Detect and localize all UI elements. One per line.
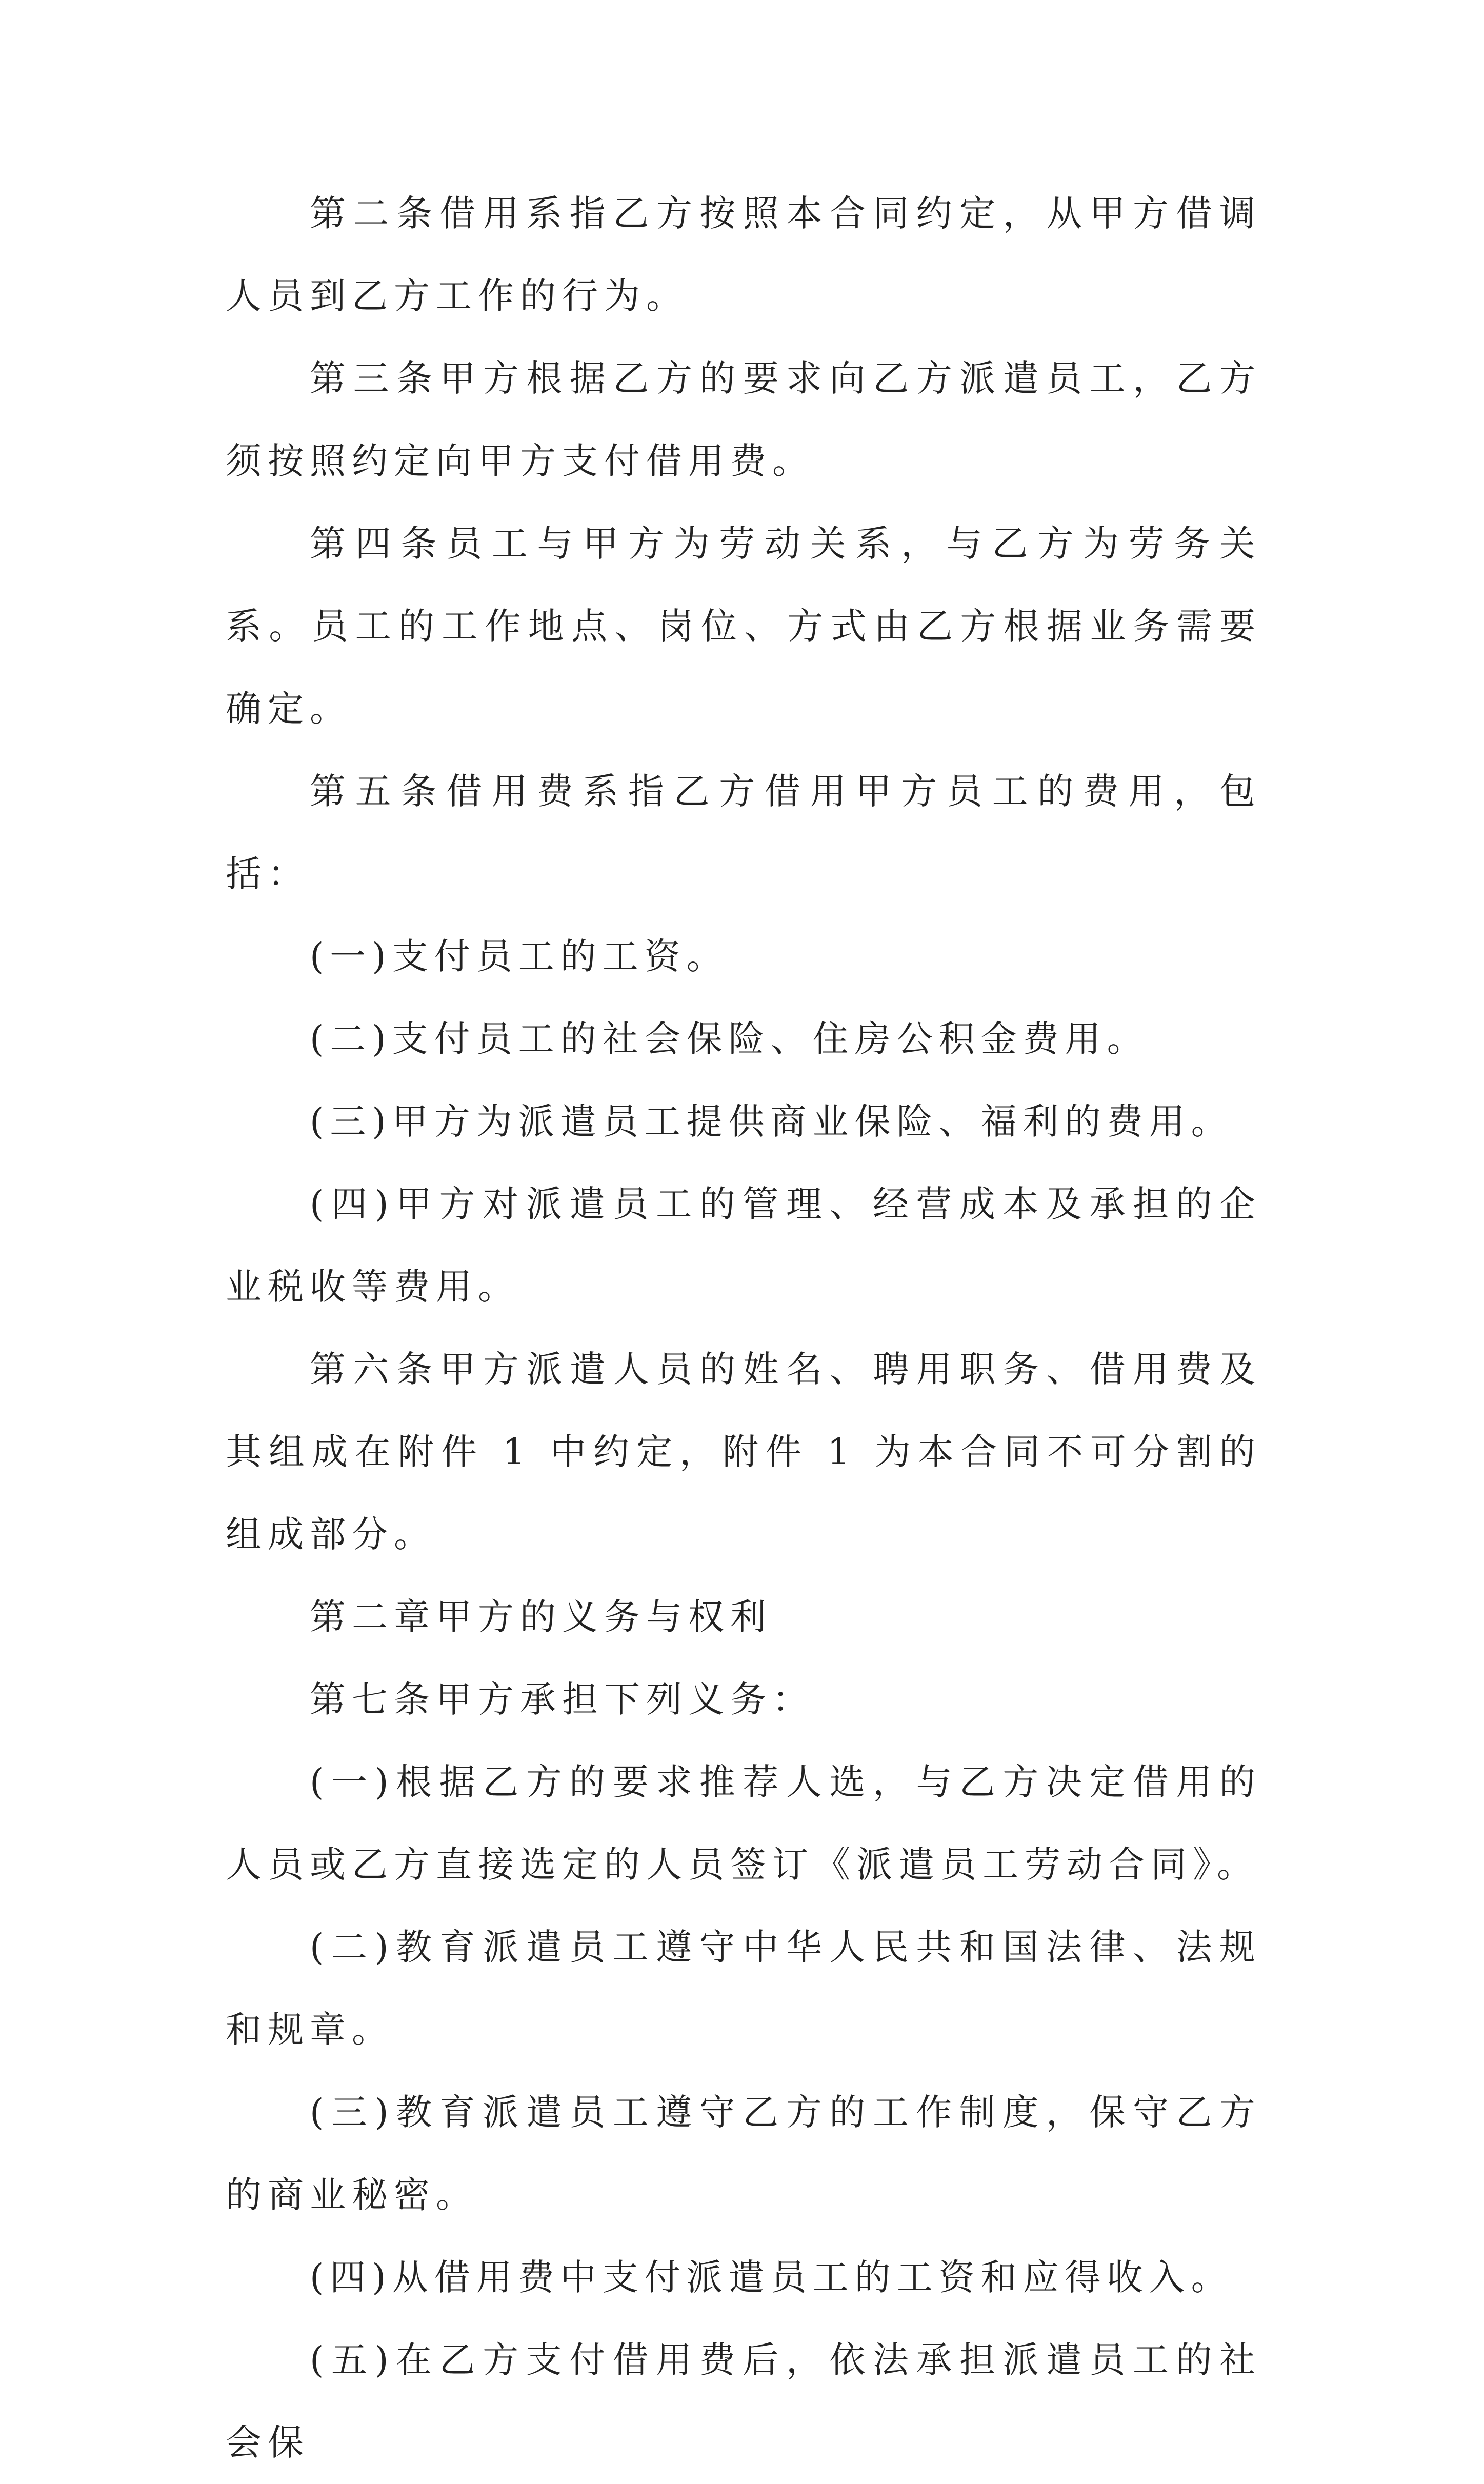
article-2-paragraph: 第二条借用系指乙方按照本合同约定，从甲方借调人员到乙方工作的行为。 (226, 192, 1261, 317)
article-3-paragraph: 第三条甲方根据乙方的要求向乙方派遣员工，乙方须按照约定向甲方支付借用费。 (226, 357, 1261, 482)
article-7-item-2: (二)教育派遣员工遵守中华人民共和国法律、法规和规章。 (226, 1926, 1261, 2051)
article-5-item-1: (一)支付员工的工资。 (310, 935, 729, 977)
article-6-paragraph: 第六条甲方派遣人员的姓名、聘用职务、借用费及其组成在附件 1 中约定，附件 1 为本合同不可分割的组成部分。 (226, 1348, 1261, 1555)
document-body (226, 172, 1261, 2484)
article-5-item-4: (四)甲方对派遣员工的管理、经营成本及承担的企业税收等费用。 (226, 1183, 1261, 1308)
article-7-item-5: (五)在乙方支付借用费后，依法承担派遣员工的社会保 (226, 2339, 1261, 2463)
article-5-paragraph: 第五条借用费系指乙方借用甲方员工的费用，包括： (226, 770, 1261, 895)
article-4-paragraph: 第四条员工与甲方为劳动关系，与乙方为劳务关系。员工的工作地点、岗位、方式由乙方根据业务需要确定。 (226, 523, 1261, 730)
article-7-item-3: (三)教育派遣员工遵守乙方的工作制度，保守乙方的商业秘密。 (226, 2091, 1261, 2216)
article-7-item-4: (四)从借用费中支付派遣员工的工资和应得收入。 (310, 2256, 1233, 2298)
article-7-item-1: (一)根据乙方的要求推荐人选，与乙方决定借用的人员或乙方直接选定的人员签订《派遣员工劳动合同》。 (226, 1761, 1261, 1886)
article-5-item-2: (二)支付员工的社会保险、住房公积金费用。 (310, 1018, 1149, 1060)
article-5-item-3: (三)甲方为派遣员工提供商业保险、福利的费用。 (310, 1100, 1233, 1143)
article-7-paragraph: 第七条甲方承担下列义务： (310, 1678, 814, 1720)
chapter-2-heading: 第二章甲方的义务与权利 (310, 1596, 772, 1638)
